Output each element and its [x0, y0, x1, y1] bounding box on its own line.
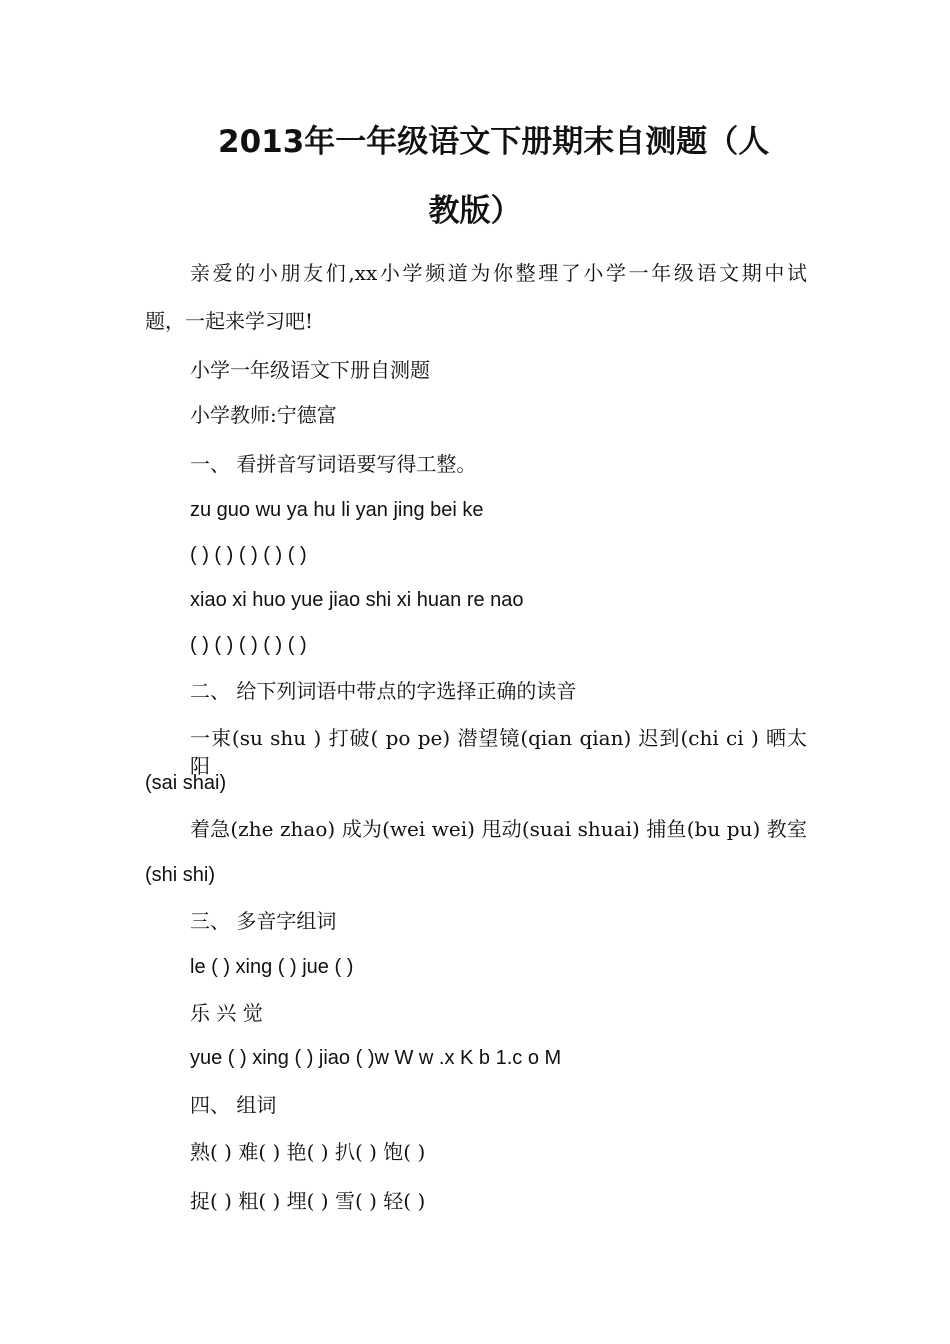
subtitle: 小学一年级语文下册自测题 — [190, 358, 430, 382]
document-title-line-2: 教版） — [428, 193, 522, 229]
section-3-heading: 三、 多音字组词 — [190, 909, 337, 933]
section-3-line-3: yue ( ) xing ( ) jiao ( )w W w .x K b 1.c o M — [190, 1047, 562, 1069]
section-4-line-2: 捉( ) 粗( ) 埋( ) 雪( ) 轻( ) — [190, 1189, 426, 1213]
section-4-line-1: 熟( ) 难( ) 艳( ) 扒( ) 饱( ) — [190, 1140, 426, 1164]
section-1-pinyin-1: zu guo wu ya hu li yan jing bei ke — [190, 499, 484, 521]
teacher-line: 小学教师:宁德富 — [190, 403, 337, 427]
section-4-heading: 四、 组词 — [190, 1093, 277, 1117]
intro-line-1: 亲爱的小朋友们,xx小学频道为你整理了小学一年级语文期中试 — [190, 261, 807, 285]
section-1-blanks-1: ( ) ( ) ( ) ( ) ( ) — [190, 544, 307, 566]
intro-line-2: 题，一起来学习吧! — [145, 309, 314, 333]
section-2-row-1-line-2: (sai shai) — [145, 772, 227, 794]
document-title-line-1: 2013年一年级语文下册期末自测题（人 — [218, 124, 770, 160]
section-1-pinyin-2: xiao xi huo yue jiao shi xi huan re nao — [190, 589, 524, 611]
section-3-line-2: 乐 兴 觉 — [190, 1001, 263, 1025]
section-2-row-1-line-1: 一束(su shu ) 打破( po pe) 潜望镜(qian qian) 迟到(chi ci ) 晒太阳 — [190, 726, 807, 778]
section-2-row-2-line-2: (shi shi) — [145, 864, 216, 886]
section-1-heading: 一、 看拼音写词语要写得工整。 — [190, 452, 477, 476]
section-3-line-1: le ( ) xing ( ) jue ( ) — [190, 956, 354, 978]
section-1-blanks-2: ( ) ( ) ( ) ( ) ( ) — [190, 634, 307, 656]
section-2-row-2-line-1: 着急(zhe zhao) 成为(wei wei) 甩动(suai shuai) 捕鱼(bu pu) 教室 — [190, 817, 807, 841]
section-2-heading: 二、 给下列词语中带点的字选择正确的读音 — [190, 679, 577, 703]
